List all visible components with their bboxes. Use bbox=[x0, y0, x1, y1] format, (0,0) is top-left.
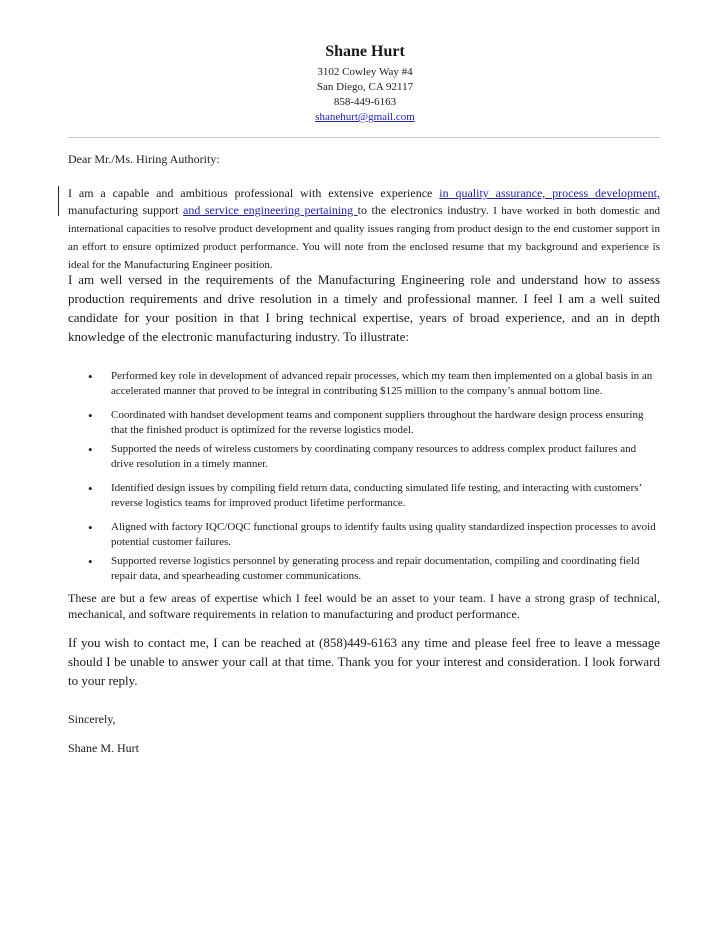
bullet-icon: • bbox=[88, 408, 93, 423]
signature-name: Shane M. Hurt bbox=[68, 741, 139, 755]
street-address: 3102 Cowley Way #4 bbox=[317, 66, 413, 78]
list-item bbox=[88, 408, 660, 438]
paragraph-expertise: These are but a few areas of expertise which I feel would be an asset to your team. I have a strong grasp of technical, mechanical, and software requirements in relation to manufacturing and product performance. bbox=[68, 591, 660, 621]
list-item bbox=[88, 481, 660, 511]
paragraph-qualifications: I am well versed in the requirements of the Manufacturing Engineering role and understand how to assess production requirements and drive resolution in a timely and professional manner. I feel I am a well suited candidate for your position in that I bring technical expertise, years of broad experience, and an in depth knowledge of the electronic manufacturing industry. To illustrate: bbox=[68, 272, 660, 344]
list-item-text: Supported the needs of wireless customers by coordinating company resources to address complex product failures and drive resolution in a timely manner. bbox=[111, 443, 637, 470]
list-item-text: Identified design issues by compiling field return data, conducting simulated life testing, and interacting with customers’ reverse logistics teams for improved product lifetime performance. bbox=[111, 482, 642, 509]
qa-process-link[interactable]: in quality assurance, process development, bbox=[439, 186, 660, 200]
phone-number: 858-449-6163 bbox=[333, 96, 397, 108]
list-item-text: Supported reverse logistics personnel by generating process and repair documentation, compiling and coordinating field repair data, and spearheading customer communications. bbox=[111, 555, 640, 582]
paragraph-intro-rest: I have worked in both domestic and international capacities to resolve product development and quality issues ranging from product design to the end customer support in an effort to ensure optimized product performance. You will note from the enclosed resume that my background and experience is ideal for the Manufacturing Engineer position. bbox=[68, 205, 660, 271]
list-item bbox=[88, 520, 660, 550]
paragraph-intro-text: I am a capable and ambitious professional with extensive experience bbox=[68, 186, 440, 200]
bullet-icon: • bbox=[88, 442, 93, 457]
service-engineering-link[interactable]: and service engineering pertaining bbox=[183, 203, 358, 217]
list-item-text: Performed key role in development of advanced repair processes, which my team then implemented on a global basis in an accelerated manner that proved to be integral in contributing $125 million to the company’s annual bottom line. bbox=[111, 370, 653, 397]
list-item-text: Aligned with factory IQC/OQC functional groups to identify faults using quality standardized inspection processes to avoid potential customer failures. bbox=[111, 521, 656, 548]
bullet-icon: • bbox=[88, 554, 93, 569]
list-item bbox=[88, 442, 660, 472]
salutation: Dear Mr./Ms. Hiring Authority: bbox=[68, 152, 220, 166]
list-item-text: Coordinated with handset development teams and component suppliers throughout the hardware design process ensuring that the finished product is optimized for the reverse logistics model. bbox=[111, 409, 644, 436]
paragraph-intro-mid: manufacturing support bbox=[68, 203, 184, 217]
applicant-name: Shane Hurt bbox=[325, 43, 405, 60]
paragraph-intro-mid2: to the electronics industry. bbox=[357, 203, 494, 217]
paragraph-contact: If you wish to contact me, I can be reached at (858)449-6163 any time and please feel free to leave a message should I be unable to answer your call at that time. Thank you for your interest and consideration. I look forward to your reply. bbox=[68, 635, 660, 688]
bullet-icon: • bbox=[88, 481, 93, 496]
list-item bbox=[88, 554, 660, 584]
closing: Sincerely, bbox=[68, 712, 116, 726]
bullet-icon: • bbox=[88, 520, 93, 535]
paragraph-intro bbox=[68, 185, 660, 274]
header-divider bbox=[68, 137, 660, 138]
bullet-icon: • bbox=[88, 369, 93, 384]
email-link[interactable]: shanehurt@gmail.com bbox=[315, 111, 415, 123]
revision-bar bbox=[58, 186, 59, 216]
list-item bbox=[88, 369, 660, 399]
achievement-list bbox=[88, 369, 660, 588]
contact-header bbox=[295, 42, 435, 125]
city-state-zip: San Diego, CA 92117 bbox=[316, 81, 414, 93]
